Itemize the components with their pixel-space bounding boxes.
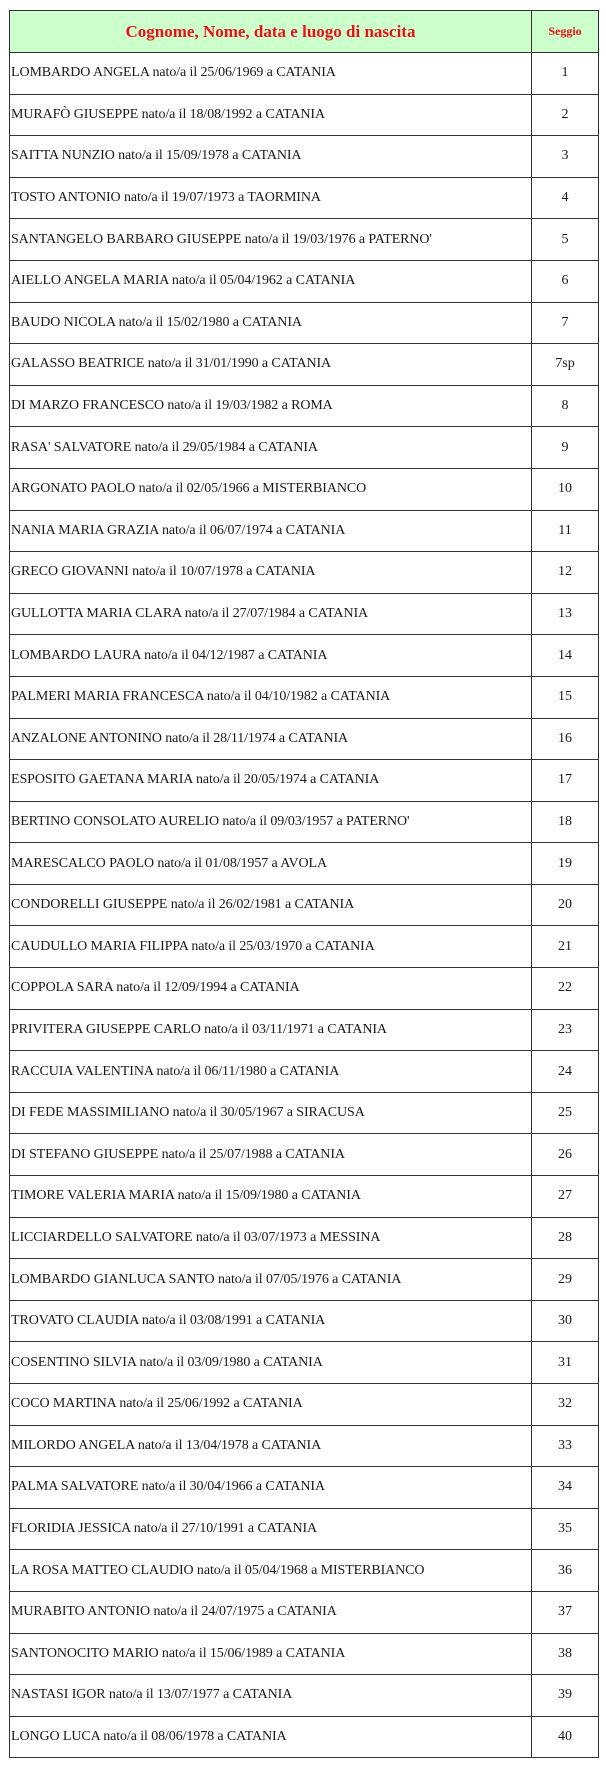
seat-number-cell: 7sp <box>532 344 599 386</box>
person-details-cell: GRECO GIOVANNI nato/a il 10/07/1978 a CATANIA <box>10 552 532 594</box>
seat-number-cell: 8 <box>532 385 599 427</box>
seat-number-cell: 24 <box>532 1051 599 1093</box>
table-row <box>10 1384 599 1426</box>
table-row <box>10 593 599 635</box>
person-details-cell: ANZALONE ANTONINO nato/a il 28/11/1974 a CATANIA <box>10 718 532 760</box>
person-details-cell: LONGO LUCA nato/a il 08/06/1978 a CATANIA <box>10 1716 532 1758</box>
scrutineer-table <box>9 10 599 1758</box>
table-row <box>10 1425 599 1467</box>
seat-number-cell: 15 <box>532 676 599 718</box>
person-details-cell: DI FEDE MASSIMILIANO nato/a il 30/05/1967 a SIRACUSA <box>10 1092 532 1134</box>
seat-number-cell: 16 <box>532 718 599 760</box>
table-row <box>10 760 599 802</box>
seat-number-cell: 22 <box>532 968 599 1010</box>
person-details-cell: GULLOTTA MARIA CLARA nato/a il 27/07/1984 a CATANIA <box>10 593 532 635</box>
table-row <box>10 510 599 552</box>
table-row <box>10 1176 599 1218</box>
person-details-cell: COPPOLA SARA nato/a il 12/09/1994 a CATANIA <box>10 968 532 1010</box>
table-row <box>10 676 599 718</box>
table-row <box>10 344 599 386</box>
table-row <box>10 1675 599 1717</box>
person-details-cell: CONDORELLI GIUSEPPE nato/a il 26/02/1981 a CATANIA <box>10 884 532 926</box>
person-details-cell: GALASSO BEATRICE nato/a il 31/01/1990 a CATANIA <box>10 344 532 386</box>
person-details-cell: FLORIDIA JESSICA nato/a il 27/10/1991 a CATANIA <box>10 1508 532 1550</box>
table-row <box>10 1217 599 1259</box>
seat-number-cell: 21 <box>532 926 599 968</box>
person-details-cell: TROVATO CLAUDIA nato/a il 03/08/1991 a CATANIA <box>10 1300 532 1342</box>
seat-number-cell: 29 <box>532 1259 599 1301</box>
table-row <box>10 260 599 302</box>
table-row <box>10 1508 599 1550</box>
seat-number-cell: 25 <box>532 1092 599 1134</box>
person-details-cell: CAUDULLO MARIA FILIPPA nato/a il 25/03/1970 a CATANIA <box>10 926 532 968</box>
seat-number-cell: 19 <box>532 843 599 885</box>
person-details-cell: LICCIARDELLO SALVATORE nato/a il 03/07/1973 a MESSINA <box>10 1217 532 1259</box>
person-details-cell: RASA' SALVATORE nato/a il 29/05/1984 a CATANIA <box>10 427 532 469</box>
table-row <box>10 1591 599 1633</box>
person-details-cell: AIELLO ANGELA MARIA nato/a il 05/04/1962 a CATANIA <box>10 260 532 302</box>
table-row <box>10 1134 599 1176</box>
seat-number-cell: 32 <box>532 1384 599 1426</box>
table-row <box>10 1092 599 1134</box>
person-details-cell: LOMBARDO GIANLUCA SANTO nato/a il 07/05/1976 a CATANIA <box>10 1259 532 1301</box>
table-row <box>10 843 599 885</box>
header-row <box>10 11 599 53</box>
seat-number-cell: 40 <box>532 1716 599 1758</box>
person-details-cell: COSENTINO SILVIA nato/a il 03/09/1980 a CATANIA <box>10 1342 532 1384</box>
table-row <box>10 1342 599 1384</box>
header-seat-column: Seggio <box>532 11 599 53</box>
seat-number-cell: 31 <box>532 1342 599 1384</box>
person-details-cell: SAITTA NUNZIO nato/a il 15/09/1978 a CATANIA <box>10 136 532 178</box>
person-details-cell: RACCUIA VALENTINA nato/a il 06/11/1980 a CATANIA <box>10 1051 532 1093</box>
person-details-cell: DI MARZO FRANCESCO nato/a il 19/03/1982 a ROMA <box>10 385 532 427</box>
table-header <box>10 11 599 53</box>
person-details-cell: MURAFÒ GIUSEPPE nato/a il 18/08/1992 a CATANIA <box>10 94 532 136</box>
table-body <box>10 53 599 1758</box>
table-row <box>10 635 599 677</box>
seat-number-cell: 30 <box>532 1300 599 1342</box>
table-row <box>10 468 599 510</box>
seat-number-cell: 37 <box>532 1591 599 1633</box>
person-details-cell: SANTANGELO BARBARO GIUSEPPE nato/a il 19/03/1976 a PATERNO' <box>10 219 532 261</box>
person-details-cell: NANIA MARIA GRAZIA nato/a il 06/07/1974 a CATANIA <box>10 510 532 552</box>
seat-number-cell: 2 <box>532 94 599 136</box>
seat-number-cell: 33 <box>532 1425 599 1467</box>
seat-number-cell: 9 <box>532 427 599 469</box>
seat-number-cell: 1 <box>532 53 599 95</box>
person-details-cell: ESPOSITO GAETANA MARIA nato/a il 20/05/1974 a CATANIA <box>10 760 532 802</box>
table-row <box>10 1259 599 1301</box>
person-details-cell: PALMERI MARIA FRANCESCA nato/a il 04/10/1982 a CATANIA <box>10 676 532 718</box>
seat-number-cell: 10 <box>532 468 599 510</box>
seat-number-cell: 3 <box>532 136 599 178</box>
seat-number-cell: 17 <box>532 760 599 802</box>
table-row <box>10 219 599 261</box>
person-details-cell: SANTONOCITO MARIO nato/a il 15/06/1989 a CATANIA <box>10 1633 532 1675</box>
seat-number-cell: 14 <box>532 635 599 677</box>
table-row <box>10 1009 599 1051</box>
seat-number-cell: 39 <box>532 1675 599 1717</box>
seat-number-cell: 7 <box>532 302 599 344</box>
person-details-cell: TOSTO ANTONIO nato/a il 19/07/1973 a TAORMINA <box>10 177 532 219</box>
seat-number-cell: 28 <box>532 1217 599 1259</box>
person-details-cell: MARESCALCO PAOLO nato/a il 01/08/1957 a AVOLA <box>10 843 532 885</box>
table-row <box>10 718 599 760</box>
person-details-cell: BERTINO CONSOLATO AURELIO nato/a il 09/03/1957 a PATERNO' <box>10 801 532 843</box>
table-row <box>10 926 599 968</box>
person-details-cell: TIMORE VALERIA MARIA nato/a il 15/09/1980 a CATANIA <box>10 1176 532 1218</box>
table-row <box>10 884 599 926</box>
person-details-cell: ARGONATO PAOLO nato/a il 02/05/1966 a MISTERBIANCO <box>10 468 532 510</box>
seat-number-cell: 12 <box>532 552 599 594</box>
seat-number-cell: 13 <box>532 593 599 635</box>
seat-number-cell: 23 <box>532 1009 599 1051</box>
table-row <box>10 177 599 219</box>
table-row <box>10 1051 599 1093</box>
seat-number-cell: 26 <box>532 1134 599 1176</box>
table-row <box>10 552 599 594</box>
header-name-column: Cognome, Nome, data e luogo di nascita <box>10 11 532 53</box>
seat-number-cell: 38 <box>532 1633 599 1675</box>
person-details-cell: PALMA SALVATORE nato/a il 30/04/1966 a CATANIA <box>10 1467 532 1509</box>
table-row <box>10 385 599 427</box>
table-row <box>10 302 599 344</box>
table-row <box>10 136 599 178</box>
table-row <box>10 427 599 469</box>
table-row <box>10 1716 599 1758</box>
seat-number-cell: 4 <box>532 177 599 219</box>
seat-number-cell: 5 <box>532 219 599 261</box>
person-details-cell: NASTASI IGOR nato/a il 13/07/1977 a CATANIA <box>10 1675 532 1717</box>
person-details-cell: LOMBARDO LAURA nato/a il 04/12/1987 a CATANIA <box>10 635 532 677</box>
person-details-cell: DI STEFANO GIUSEPPE nato/a il 25/07/1988 a CATANIA <box>10 1134 532 1176</box>
seat-number-cell: 27 <box>532 1176 599 1218</box>
seat-number-cell: 35 <box>532 1508 599 1550</box>
seat-number-cell: 11 <box>532 510 599 552</box>
table-row <box>10 968 599 1010</box>
seat-number-cell: 18 <box>532 801 599 843</box>
table-row <box>10 1633 599 1675</box>
table-row <box>10 94 599 136</box>
person-details-cell: MURABITO ANTONIO nato/a il 24/07/1975 a CATANIA <box>10 1591 532 1633</box>
table-row <box>10 1300 599 1342</box>
table-row <box>10 1467 599 1509</box>
seat-number-cell: 20 <box>532 884 599 926</box>
seat-number-cell: 36 <box>532 1550 599 1592</box>
person-details-cell: BAUDO NICOLA nato/a il 15/02/1980 a CATANIA <box>10 302 532 344</box>
person-details-cell: MILORDO ANGELA nato/a il 13/04/1978 a CATANIA <box>10 1425 532 1467</box>
person-details-cell: LA ROSA MATTEO CLAUDIO nato/a il 05/04/1968 a MISTERBIANCO <box>10 1550 532 1592</box>
table-row <box>10 1550 599 1592</box>
seat-number-cell: 34 <box>532 1467 599 1509</box>
person-details-cell: PRIVITERA GIUSEPPE CARLO nato/a il 03/11/1971 a CATANIA <box>10 1009 532 1051</box>
person-details-cell: COCO MARTINA nato/a il 25/06/1992 a CATANIA <box>10 1384 532 1426</box>
person-details-cell: LOMBARDO ANGELA nato/a il 25/06/1969 a CATANIA <box>10 53 532 95</box>
table-row <box>10 53 599 95</box>
seat-number-cell: 6 <box>532 260 599 302</box>
table-row <box>10 801 599 843</box>
